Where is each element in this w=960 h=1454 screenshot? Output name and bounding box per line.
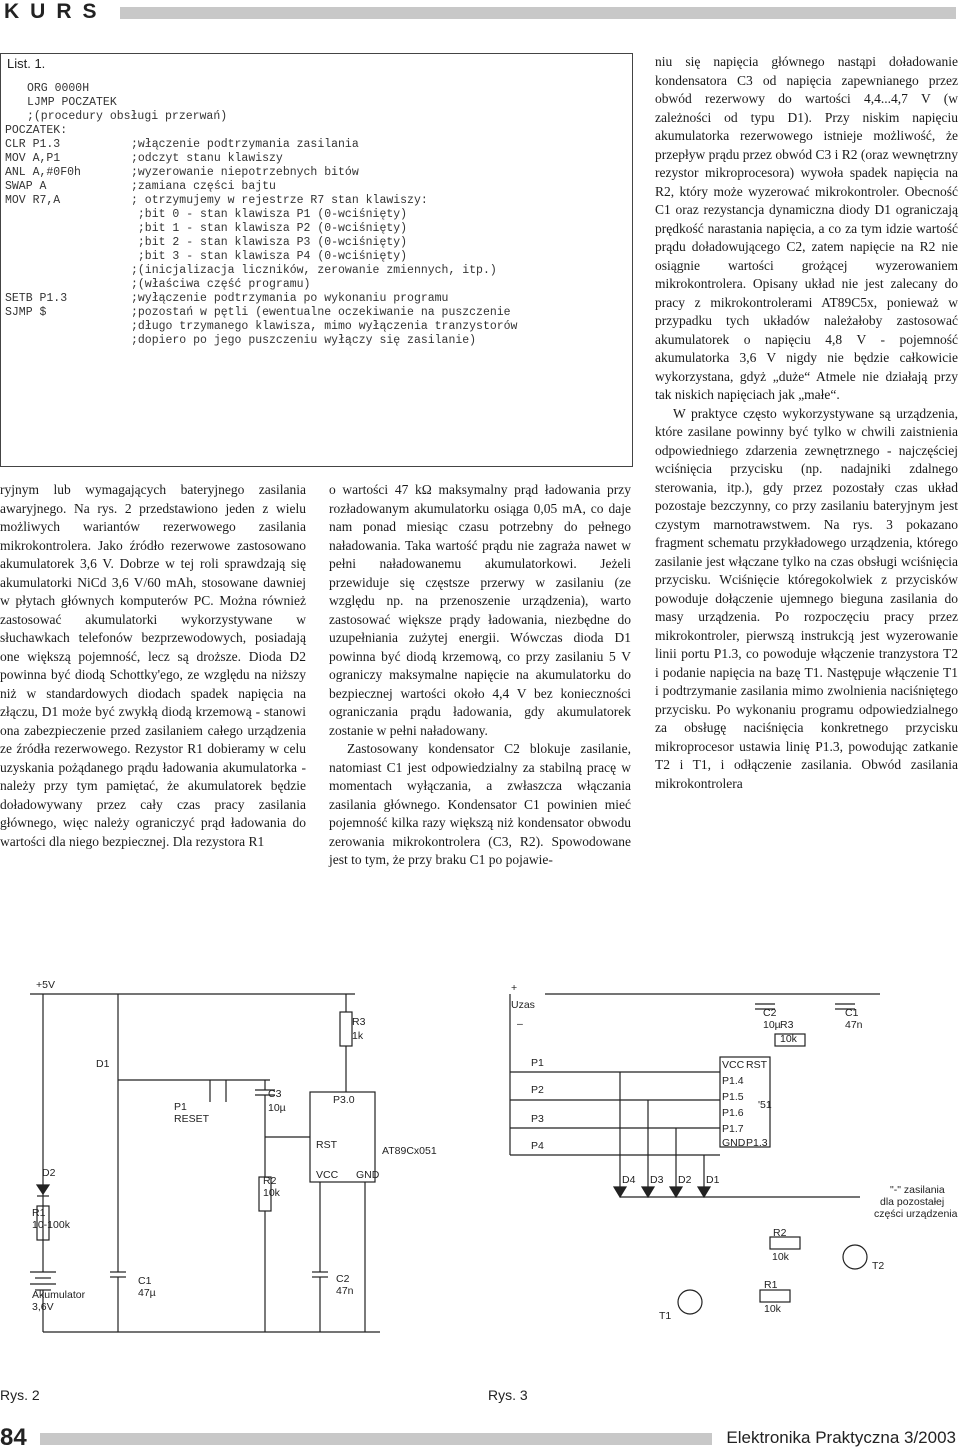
p4-key: P4 xyxy=(531,1140,544,1152)
code-comment: ;włączenie podtrzymania zasilania xyxy=(131,138,359,151)
code-line xyxy=(5,250,630,264)
code-comment: ;bit 2 - stan klawisza P3 (0-wciśnięty) xyxy=(131,236,408,249)
code-instruction xyxy=(5,82,27,96)
r1-value: 10-100k xyxy=(32,1219,70,1231)
code-comment: ;(procedury obsługi przerwań) xyxy=(27,110,228,123)
c2-label-3: C2 xyxy=(763,1007,777,1019)
battery-value: 3,6V xyxy=(32,1301,54,1313)
r2-value: 10k xyxy=(263,1187,280,1199)
code-comment: ;bit 1 - stan klawisza P2 (0-wciśnięty) xyxy=(131,222,408,235)
code-line xyxy=(5,138,630,152)
code-line xyxy=(5,264,630,278)
r3-label: R3 xyxy=(352,1016,366,1028)
code-comment: ; otrzymujemy w rejestrze R7 stan klawiszy: xyxy=(131,194,428,207)
code-instruction: MOV A,P1 xyxy=(5,152,61,165)
code-comment: ;wyzerowanie niepotrzebnych bitów xyxy=(131,166,359,179)
r2-label-3: R2 xyxy=(773,1227,787,1239)
paragraph: o wartości 47 kΩ maksymalny prąd ładowania przy rozładowanym akumulatorku osiąga 0,05 mA, co daje nam ponad miesiąc czasu potrzebny do pełnego naładowania. Taka wartość prądu nie zagraża nawet w pełni naładowanemu akumulatorkowi. Jeżeli przewiduje się częstsze przerwy w zasilaniu (ze względu np. na przenoszenie urządzenia), warto zastosować większe prądy ładowania, niezbędne do uzupełniania zużytej energii. Wówczas dioda D1 powinna być diodą krzemową, co przy zasilaniu 5 V ograniczy maksymalne napięcie na akumulatorku do bezpiecznej wartości około 4,4 V bez konieczności ograniczania prądu ładowania, gdy akumulatorek zostanie w pełni naładowany. xyxy=(329,482,631,738)
code-comment: ;bit 0 - stan klawisza P1 (0-wciśnięty) xyxy=(131,208,408,221)
code-instruction: CLR P1.3 xyxy=(5,138,61,151)
code-comment: ;bit 3 - stan klawisza P4 (0-wciśnięty) xyxy=(131,250,408,263)
schematic-rys2 xyxy=(30,979,437,1332)
p30-label: P3.0 xyxy=(333,1094,355,1106)
code-line xyxy=(5,292,630,306)
code-line xyxy=(5,194,630,208)
p1-key: P1 xyxy=(531,1057,544,1069)
uzas-label: Uzas xyxy=(511,999,535,1011)
code-comment: ;długo trzymanego klawisza, mimo wyłączenia tranzystorów xyxy=(131,320,518,333)
paragraph: W praktyce często wykorzystywane są urządzenia, które zasilane powinny być tylko w chwili zaistnienia odpowiedniego zdarzenia zewnętrznego - najczęściej wciśnięcia przycisku (np. nadajniki zdalnego sterowania, itp.), gdy przez pozostały czas układ pozostaje bezczynny, co przy zasilaniu bateryjnym jest czystym marnotrawstwem. Na rys. 3 pokazano fragment schematu przykładowego urządzenia, którego zasilanie jest włączane tylko na czas obsługi wciśnięcia przycisku. Wciśnięcie któregokolwiek z przycisków powoduje dołączenie ujemnego bieguna zasilania do masy urządzenia. Po rozpoczęciu pracy przez mikrokontroler, pierwszą instrukcją jest wyzerowanie linii portu P1.3, co powoduje włączenie tranzystora T2 i podanie napięcia na bazę T1. Następuje włączenie T1 i podtrzymanie zasilania mimo zwolnienia naciśniętego przycisku. Po wykonaniu programu odpowiedzialnego za obsługę naciśnięcia konkretnego przycisku mikroprocesor ustawia linię P1.3, powodując zatkanie T2 i T1, i odłączenie zasilania. Obwód zasilania mikrokontrolera xyxy=(655,405,958,791)
code-instruction xyxy=(5,110,27,124)
c1-label: C1 xyxy=(138,1275,152,1287)
chip-label: AT89Cx051 xyxy=(382,1145,437,1157)
p15-pin: P1.5 xyxy=(722,1091,744,1103)
vcc-pin-label: VCC xyxy=(316,1169,339,1181)
code-instruction: SETB P1.3 xyxy=(5,292,68,305)
code-instruction xyxy=(5,96,27,110)
paragraph: niu się napięcia głównego nastąpi doładowanie kondensatora C3 od napięcia zapewnianego przez obwód rezerwowy do wartości 4,4...4,7 V (w zależności od typu D1). Przy niskim napięciu akumulatorka rezerwowego istnieje możliwość, że przepływ prądu przez obwód C3 i R2 (oraz wewnętrzny rezystor mikroprocesora) wywoła spadek napięcia na R2, który może wyzerować mikrokontroler. Obecność C1 oraz rezystancja dynamiczna diody D1 ograniczają prędkość narastania napięcia, a co za tym idzie wartość prądu doładowującego C2, zatem napięcie na R2 nie osiągnie wartości grożącej wyzerowaniem mikrokontrolera. Opisany układ nie jest zalecany do pracy z mikrokontrolerami AT89C5x, ponieważ w przypadku tych układów należałoby zastosować akumulatorek o napięciu 4,8 V - pojemność akumulatorka 3,6 V nigdy nie będzie całkowicie wykorzystana, gdyż „duże“ Atmele nie działają przy tak niskich napięciach jak „małe“. xyxy=(655,54,958,402)
r3-value: 1k xyxy=(352,1030,364,1042)
d4-label: D4 xyxy=(622,1174,636,1186)
t2-label: T2 xyxy=(872,1260,885,1272)
p3-key: P3 xyxy=(531,1113,544,1125)
c3-label: C3 xyxy=(268,1088,282,1100)
d1-label-3: D1 xyxy=(706,1174,720,1186)
code-comment: ;zamiana części bajtu xyxy=(131,180,276,193)
code-instruction xyxy=(5,222,131,236)
p1-label: P1 xyxy=(174,1101,187,1113)
code-comment: ;wyłączenie podtrzymania po wykonaniu programu xyxy=(131,292,449,305)
code-line xyxy=(5,236,630,250)
c1-label-3: C1 xyxy=(845,1007,859,1019)
code-line xyxy=(5,320,630,334)
code-instruction: MOV R7,A xyxy=(5,194,61,207)
d3-label: D3 xyxy=(650,1174,664,1186)
code-line xyxy=(5,278,630,292)
code-comment: ORG 0000H xyxy=(27,82,90,95)
rst-label: RST xyxy=(316,1139,337,1151)
code-line xyxy=(5,334,630,348)
battery-label: Akumulator xyxy=(32,1289,86,1301)
code-comment: ;(inicjalizacja liczników, zerowanie zmiennych, itp.) xyxy=(131,264,497,277)
code-instruction: SJMP $ xyxy=(5,306,47,319)
code-comment: ;pozostań w pętli (ewentualne oczekiwanie na puszczenie xyxy=(131,306,511,319)
p2-key: P2 xyxy=(531,1084,544,1096)
code-line xyxy=(5,152,630,166)
code-listing xyxy=(0,53,633,467)
r3-value-3: 10k xyxy=(780,1033,797,1045)
code-instruction xyxy=(5,250,131,264)
c3-value: 10µ xyxy=(268,1102,286,1114)
r2-label: R2 xyxy=(263,1175,277,1187)
schematics xyxy=(0,972,960,1392)
note-line-3: części urządzenia xyxy=(874,1208,958,1220)
rst-pin-3: RST xyxy=(746,1059,767,1071)
code-comment: ;odczyt stanu klawiszy xyxy=(131,152,283,165)
p14-pin: P1.4 xyxy=(722,1075,744,1087)
r1-label-3: R1 xyxy=(764,1279,778,1291)
c2-label: C2 xyxy=(336,1273,350,1285)
listing-title: List. 1. xyxy=(7,56,46,71)
magazine-name: Elektronika Praktyczna 3/2003 xyxy=(726,1428,956,1447)
code-comment: ;dopiero po jego puszczeniu wyłączy się zasilanie) xyxy=(131,334,477,347)
code-line xyxy=(5,222,630,236)
code-instruction xyxy=(5,236,131,250)
code-instruction xyxy=(5,320,131,334)
code-line: POCZATEK: xyxy=(5,124,68,137)
c1-value: 47µ xyxy=(138,1287,156,1299)
code-instruction xyxy=(5,264,131,278)
p13-pin: P1.3 xyxy=(746,1137,768,1149)
column-3 xyxy=(655,53,958,793)
code-line xyxy=(5,208,630,222)
listing-code xyxy=(5,82,630,348)
code-instruction xyxy=(5,278,131,292)
reset-label: RESET xyxy=(174,1113,210,1125)
d2-label: D2 xyxy=(42,1167,56,1179)
r3-label-3: R3 xyxy=(780,1019,794,1031)
note-line-2: dla pozostałej xyxy=(880,1196,945,1208)
column-1 xyxy=(0,481,306,851)
code-instruction: ANL A,#0F0h xyxy=(5,166,81,179)
vcc-pin-3: VCC xyxy=(722,1059,745,1071)
paragraph: Zastosowany kondensator C2 blokuje zasilanie, natomiast C1 jest odpowiedzialny za stabilną pracę w momentach wyłączania, a zwłaszcza włączania zasilania głównego. Kondensator C1 powinien mieć pojemność kilka razy większą niż kondensator obwodu zerowania mikrokontrolera (C3, R2). Spowodowane jest to tym, że przy braku C1 po pojawie- xyxy=(329,741,631,867)
code-comment: ;(właściwa część programu) xyxy=(131,278,311,291)
code-line xyxy=(5,110,630,124)
section-title: KURS xyxy=(4,0,108,23)
code-line xyxy=(5,82,630,96)
r1-label: R1 xyxy=(32,1207,46,1219)
note-line-1: "-" zasilania xyxy=(890,1184,945,1196)
d2-label-3: D2 xyxy=(678,1174,692,1186)
footer-bar xyxy=(40,1433,712,1445)
c2-value: 47n xyxy=(336,1285,354,1297)
rys3-caption: Rys. 3 xyxy=(488,1387,528,1403)
plus-label: + xyxy=(511,982,518,994)
code-instruction xyxy=(5,208,131,222)
header-bar xyxy=(120,7,956,19)
code-instruction: SWAP A xyxy=(5,180,47,193)
t1-label: T1 xyxy=(659,1310,672,1322)
code-line xyxy=(5,96,630,110)
paragraph: ryjnym lub wymagających bateryjnego zasilania awaryjnego. Na rys. 2 przedstawiono jeden z wielu możliwych wariantów rezerwowego zasilania mikrokontrolera. Jako źródło rezerwowe zastosowano akumulatorek 3,6 V. Dobrze w tej roli sprawdzają się akumulatorki NiCd 3,6 V/60 mAh, stosowane dawniej w płytach głównych komputerów PC. Można również zastosować akumulatorki wykorzystywane w słuchawkach telefonów bezprzewodowych, posiadają one większą pojemność, lecz są droższe. Dioda D2 powinna być diodą Schottky'ego, ze względu na niższy niż w standardowych diodach spadek napięcia na złączu, D1 może być zwykłą diodą krzemową - stanowi ona zabezpieczenie przed zasilaniem całego urządzenia ze źródła rezerwowego. Rezystor R1 dobieramy w celu uzyskania pożądanego prądu ładowania akumulatorka - należy przy tym pamiętać, że akumulatorek będzie doładowywany przez cały czas pracy zasilania głównego, więc należy ograniczyć prąd ładowania do wartości dla niego bezpiecznej. Dla rezystora R1 xyxy=(0,482,306,849)
schematic-rys3 xyxy=(510,982,958,1322)
r1-value-3: 10k xyxy=(764,1303,781,1315)
vcc-label: +5V xyxy=(36,979,55,991)
chip-label-3: '51 xyxy=(758,1099,772,1111)
code-line xyxy=(5,180,630,194)
page-number: 84 xyxy=(0,1424,27,1451)
column-2 xyxy=(329,481,631,870)
code-line xyxy=(5,166,630,180)
minus-label: – xyxy=(517,1018,523,1030)
code-line xyxy=(5,306,630,320)
p16-pin: P1.6 xyxy=(722,1107,744,1119)
c1-value-3: 47n xyxy=(845,1019,863,1031)
p17-pin: P1.7 xyxy=(722,1123,744,1135)
r2-value-3: 10k xyxy=(772,1251,789,1263)
gnd-pin-3: GND xyxy=(722,1137,746,1149)
gnd-label: GND xyxy=(356,1169,380,1181)
rys2-caption: Rys. 2 xyxy=(0,1387,40,1403)
c2-value-3: 10µ xyxy=(763,1019,781,1031)
code-comment: LJMP POCZATEK xyxy=(27,96,117,109)
code-instruction xyxy=(5,334,131,348)
d1-label: D1 xyxy=(96,1058,110,1070)
